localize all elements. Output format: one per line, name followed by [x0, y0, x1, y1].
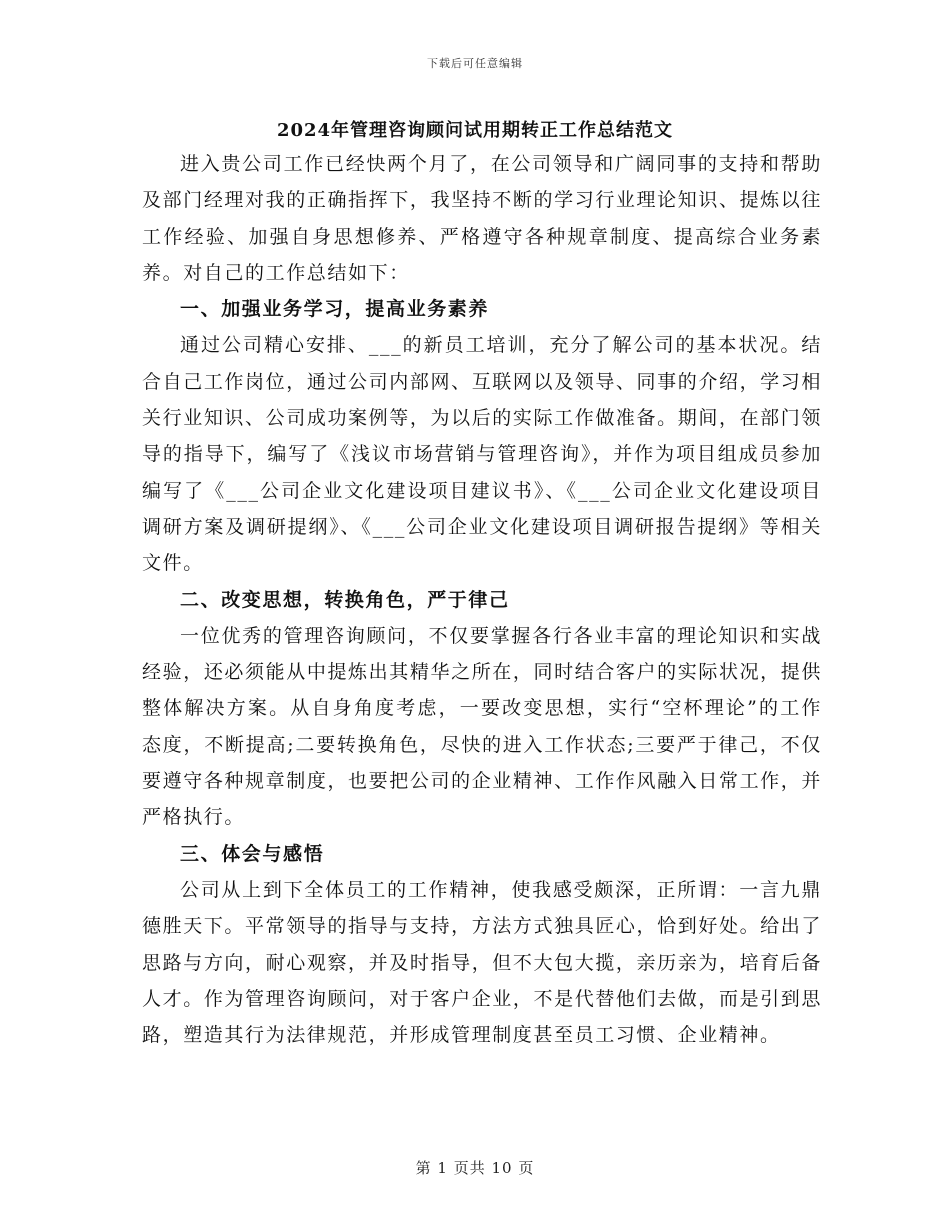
header-note: 下载后可任意编辑: [427, 57, 523, 70]
document-body: [142, 146, 822, 1053]
section-2-heading: 二、改变思想，转换角色，严于律己: [180, 588, 510, 611]
section-3-paragraph: 公司从上到下全体员工的工作精神，使我感受颇深，正所谓：一言九鼎德胜天下。平常领导的指导与支持，方法方式独具匠心，恰到好处。给出了思路与方向，耐心观察，并及时指导，但不大包大揽，亲历亲为，培育后备人才。作为管理咨询顾问，对于客户企业，不是代替他们去做，而是引到思路，塑造其行为法律规范，并形成管理制度甚至员工习惯、企业精神。: [142, 878, 822, 1047]
section-1-paragraph: 通过公司精心安排、___的新员工培训，充分了解公司的基本状况。结合自己工作岗位，通过公司内部网、互联网以及领导、同事的介绍，学习相关行业知识、公司成功案例等，为以后的实际工作做准备。期间，在部门领导的指导下，编写了《浅议市场营销与管理咨询》，并作为项目组成员参加编写了《___公司企业文化建设项目建议书》、《___公司企业文化建设项目调研方案及调研提纲》、《___公司企业文化建设项目调研报告提纲》等相关文件。: [142, 334, 822, 575]
section-1-heading: 一、加强业务学习，提高业务素养: [180, 298, 490, 321]
section-3-heading: 三、体会与感悟: [180, 842, 325, 865]
intro-paragraph: 进入贵公司工作已经快两个月了，在公司领导和广阔同事的支持和帮助及部门经理对我的正确指挥下，我坚持不断的学习行业理论知识、提炼以往工作经验、加强自身思想修养、严格遵守各种规章制度、提高综合业务素养。对自己的工作总结如下：: [142, 153, 822, 284]
document-title: 2024年管理咨询顾问试用期转正工作总结范文: [276, 120, 674, 141]
section-2-paragraph: 一位优秀的管理咨询顾问，不仅要掌握各行各业丰富的理论知识和实战经验，还必须能从中提炼出其精华之所在，同时结合客户的实际状况，提供整体解决方案。从自身角度考虑，一要改变思想，实行“空杯理论”的工作态度，不断提高;二要转换角色，尽快的进入工作状态;三要严于律己，不仅要遵守各种规章制度，也要把公司的企业精神、工作作风融入日常工作，并严格执行。: [142, 624, 822, 829]
page-indicator: 第 1 页共 10 页: [415, 1159, 535, 1177]
